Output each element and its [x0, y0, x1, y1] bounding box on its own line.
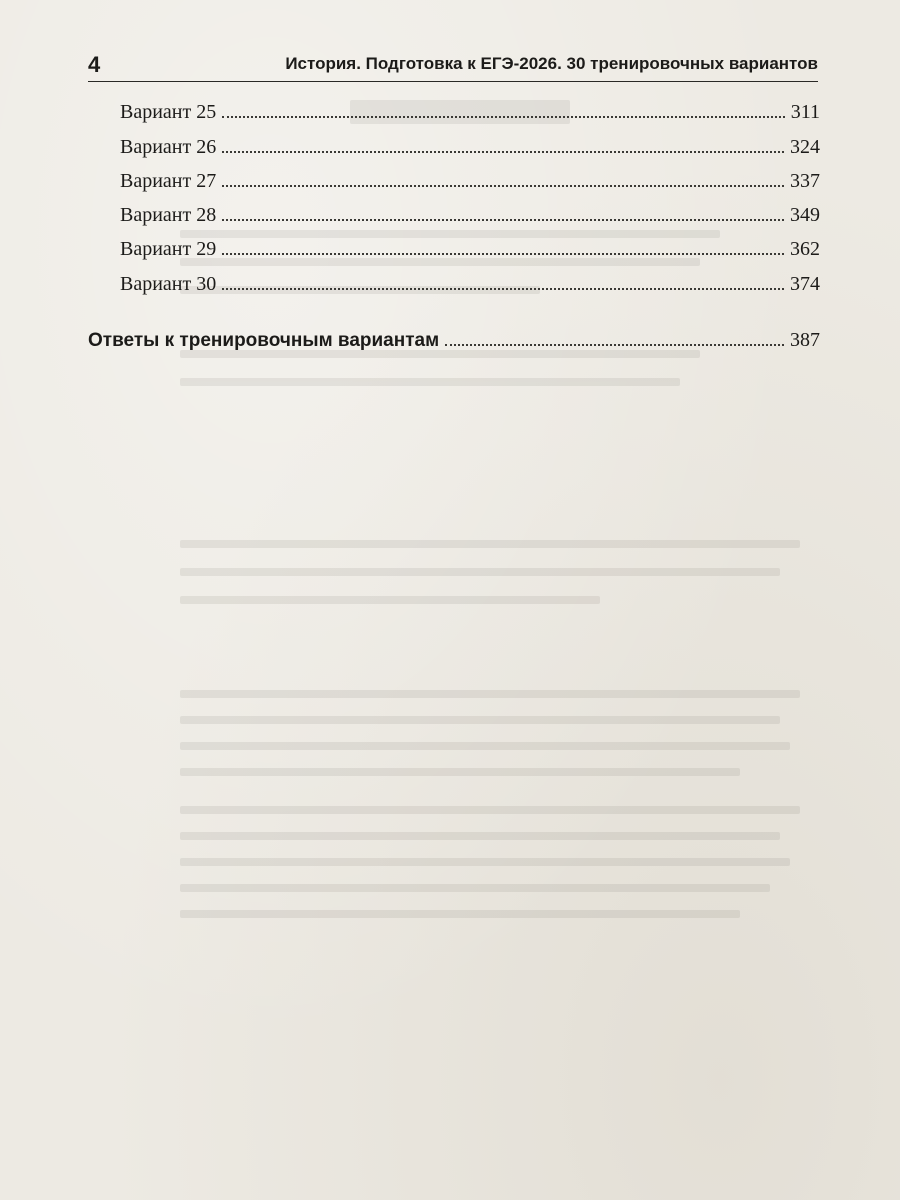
toc-entry-variant-28	[88, 193, 820, 227]
toc-entry-page: 349	[790, 204, 820, 227]
toc-entry-variant-26	[88, 124, 820, 158]
toc-entry-label: Вариант 27	[120, 169, 217, 192]
toc-entry-variant-25	[88, 90, 820, 124]
dot-leader	[222, 253, 784, 255]
toc-entry-label: Вариант 26	[120, 135, 217, 158]
page-number: 4	[88, 52, 101, 77]
running-header	[88, 48, 818, 76]
toc-entry-page: 337	[790, 169, 820, 192]
dot-leader	[222, 116, 784, 118]
dot-leader	[222, 151, 784, 153]
header-rule	[88, 81, 818, 82]
toc-entry-label: Вариант 30	[120, 272, 217, 295]
running-title: История. Подготовка к ЕГЭ-2026. 30 тренировочных вариантов	[285, 54, 818, 73]
toc-entry-variant-27	[88, 159, 820, 193]
dot-leader	[222, 288, 784, 290]
toc-entry-label: Вариант 29	[120, 238, 217, 261]
dot-leader	[445, 344, 784, 346]
toc-entry-page: 362	[790, 238, 820, 261]
toc-entry-page: 374	[790, 272, 820, 295]
toc-entry-variant-29	[88, 227, 820, 261]
dot-leader	[222, 219, 784, 221]
toc-entry-variant-30	[88, 261, 820, 295]
toc-entry-label: Вариант 28	[120, 204, 217, 227]
table-of-contents	[88, 90, 820, 352]
toc-entry-page: 324	[790, 135, 820, 158]
dot-leader	[222, 185, 784, 187]
toc-entry-page: 387	[790, 329, 820, 352]
toc-entry-page: 311	[790, 101, 820, 124]
toc-entry-answers	[88, 318, 820, 352]
toc-section-label: Ответы к тренировочным вариантам	[88, 330, 440, 352]
toc-entry-label: Вариант 25	[120, 101, 217, 124]
